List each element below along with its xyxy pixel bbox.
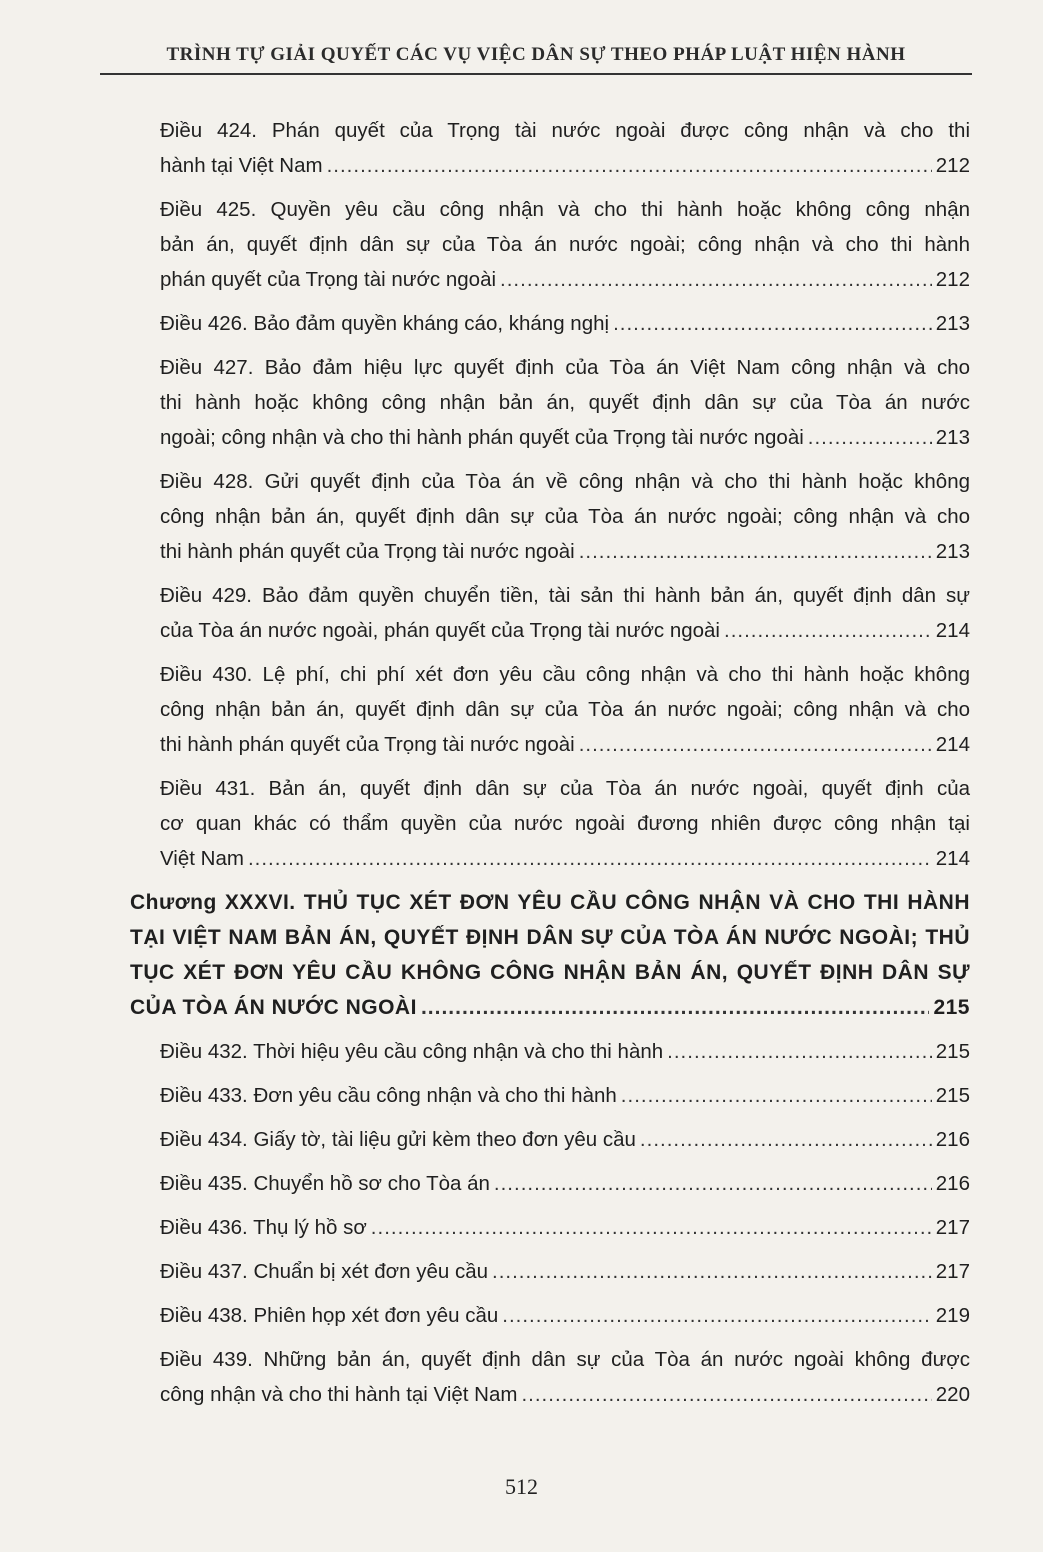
toc-page-ref: 216: [935, 1128, 970, 1151]
toc-article-entry: [130, 1342, 970, 1412]
toc-page-ref: 213: [935, 540, 970, 563]
dot-leader: [421, 990, 930, 1025]
toc-article-entry: [130, 1078, 970, 1113]
toc-article-entry: [130, 464, 970, 569]
running-header: TRÌNH TỰ GIẢI QUYẾT CÁC VỤ VIỆC DÂN SỰ THEO PHÁP LUẬT HIỆN HÀNH: [166, 44, 906, 65]
toc-entry-line: Điều 430. Lệ phí, chi phí xét đơn yêu cầu công nhận và cho thi hành hoặc không: [160, 663, 970, 686]
toc-entry-line: thi hành hoặc không công nhận bản án, quyết định dân sự của Tòa án nước: [160, 391, 970, 414]
toc-page-ref: 219: [935, 1304, 970, 1327]
toc-article-entry: [130, 771, 970, 876]
toc-entry-line: Điều 428. Gửi quyết định của Tòa án về công nhận và cho thi hành hoặc không: [160, 470, 970, 493]
toc-article-entry: [130, 1166, 970, 1201]
toc-entry-text: Điều 432. Thời hiệu yêu cầu công nhận và cho thi hành: [160, 1040, 664, 1063]
toc-page-ref: 217: [935, 1216, 970, 1239]
toc-article-entry: [130, 1122, 970, 1157]
dot-leader: [492, 1254, 932, 1289]
toc-entry-text: phán quyết của Trọng tài nước ngoài: [160, 268, 497, 291]
dot-leader: [327, 148, 932, 183]
toc-page-ref: 213: [935, 312, 970, 335]
toc-entry-line: Điều 424. Phán quyết của Trọng tài nước ngoài được công nhận và cho thi: [160, 119, 970, 142]
toc-entry-line: công nhận bản án, quyết định dân sự của Tòa án nước ngoài; công nhận và cho: [160, 505, 970, 528]
toc-page-ref: 212: [935, 154, 970, 177]
toc-entry-line: TỤC XÉT ĐƠN YÊU CẦU KHÔNG CÔNG NHẬN BẢN ÁN, QUYẾT ĐỊNH DÂN SỰ: [130, 961, 970, 984]
toc-page-ref: 214: [935, 619, 970, 642]
dot-leader: [808, 420, 932, 455]
toc-entry-last-line: [160, 841, 970, 876]
dot-leader: [640, 1122, 932, 1157]
toc-entry-last-line: [160, 1122, 970, 1157]
toc-entry-last-line: [130, 990, 970, 1025]
toc-entry-text: thi hành phán quyết của Trọng tài nước ngoài: [160, 733, 575, 756]
toc-page-ref: 214: [935, 847, 970, 870]
toc-chapter-entry: [130, 885, 970, 1025]
toc-page-ref: 215: [933, 996, 970, 1019]
toc-page-ref: 217: [935, 1260, 970, 1283]
dot-leader: [724, 613, 932, 648]
dot-leader: [500, 262, 932, 297]
toc-entry-text: ngoài; công nhận và cho thi hành phán quyết của Trọng tài nước ngoài: [160, 426, 804, 449]
toc-entry-last-line: [160, 534, 970, 569]
dot-leader: [579, 727, 932, 762]
toc-entry-line: Điều 431. Bản án, quyết định dân sự của Tòa án nước ngoài, quyết định của: [160, 777, 970, 800]
toc-entry-text: thi hành phán quyết của Trọng tài nước ngoài: [160, 540, 575, 563]
toc-page-ref: 216: [935, 1172, 970, 1195]
toc-entry-line: Chương XXXVI. THỦ TỤC XÉT ĐƠN YÊU CẦU CÔNG NHẬN VÀ CHO THI HÀNH: [130, 891, 970, 914]
toc-entry-last-line: [160, 306, 970, 341]
toc-entry-line: Điều 439. Những bản án, quyết định dân sự của Tòa án nước ngoài không được: [160, 1348, 970, 1371]
toc-entry-last-line: [160, 613, 970, 648]
toc-article-entry: [130, 1298, 970, 1333]
toc-entry-line: Điều 429. Bảo đảm quyền chuyển tiền, tài sản thi hành bản án, quyết định dân sự: [160, 584, 970, 607]
toc-entry-last-line: [160, 148, 970, 183]
toc-article-entry: [130, 657, 970, 762]
toc-entry-text: Điều 437. Chuẩn bị xét đơn yêu cầu: [160, 1260, 488, 1283]
toc-entry-last-line: [160, 1254, 970, 1289]
page-number: 512: [505, 1474, 538, 1499]
toc-entry-line: TẠI VIỆT NAM BẢN ÁN, QUYẾT ĐỊNH DÂN SỰ CỦA TÒA ÁN NƯỚC NGOÀI; THỦ: [130, 926, 970, 949]
dot-leader: [579, 534, 932, 569]
toc-entry-line: Điều 427. Bảo đảm hiệu lực quyết định của Tòa án Việt Nam công nhận và cho: [160, 356, 970, 379]
toc-entry-line: cơ quan khác có thẩm quyền của nước ngoài đương nhiên được công nhận tại: [160, 812, 970, 835]
toc-entry-text: Điều 435. Chuyển hồ sơ cho Tòa án: [160, 1172, 490, 1195]
toc-entry-last-line: [160, 727, 970, 762]
toc-entry-text: Điều 434. Giấy tờ, tài liệu gửi kèm theo đơn yêu cầu: [160, 1128, 636, 1151]
toc-entry-last-line: [160, 1166, 970, 1201]
toc-article-entry: [130, 350, 970, 455]
toc-article-entry: [130, 578, 970, 648]
toc-article-entry: [130, 1210, 970, 1245]
toc-entry-last-line: [160, 1034, 970, 1069]
dot-leader: [621, 1078, 932, 1113]
toc-article-entry: [130, 192, 970, 297]
dot-leader: [667, 1034, 932, 1069]
toc-entry-text: của Tòa án nước ngoài, phán quyết của Trọng tài nước ngoài: [160, 619, 720, 642]
toc-page-ref: 215: [935, 1084, 970, 1107]
toc-entry-text: Điều 433. Đơn yêu cầu công nhận và cho thi hành: [160, 1084, 617, 1107]
toc-entry-text: CỦA TÒA ÁN NƯỚC NGOÀI: [130, 996, 417, 1019]
toc-page-ref: 214: [935, 733, 970, 756]
toc-entry-line: bản án, quyết định dân sự của Tòa án nước ngoài; công nhận và cho thi hành: [160, 233, 970, 256]
toc-entry-text: Việt Nam: [160, 847, 244, 870]
toc-entry-text: công nhận và cho thi hành tại Việt Nam: [160, 1383, 518, 1406]
toc-entry-last-line: [160, 1377, 970, 1412]
toc-entry-text: hành tại Việt Nam: [160, 154, 323, 177]
toc-article-entry: [130, 306, 970, 341]
toc-entry-last-line: [160, 262, 970, 297]
toc-entry-last-line: [160, 1298, 970, 1333]
toc-entry-line: công nhận bản án, quyết định dân sự của Tòa án nước ngoài; công nhận và cho: [160, 698, 970, 721]
toc-entry-line: Điều 425. Quyền yêu cầu công nhận và cho thi hành hoặc không công nhận: [160, 198, 970, 221]
toc-article-entry: [130, 1034, 970, 1069]
header-rule: [100, 73, 972, 75]
dot-leader: [371, 1210, 932, 1245]
dot-leader: [502, 1298, 932, 1333]
toc-article-entry: [130, 1254, 970, 1289]
toc-page-ref: 215: [935, 1040, 970, 1063]
toc-entry-last-line: [160, 420, 970, 455]
toc-entry-text: Điều 438. Phiên họp xét đơn yêu cầu: [160, 1304, 499, 1327]
toc-entry-text: Điều 426. Bảo đảm quyền kháng cáo, kháng nghị: [160, 312, 610, 335]
toc-article-entry: [130, 113, 970, 183]
toc-entry-last-line: [160, 1210, 970, 1245]
toc-entry-last-line: [160, 1078, 970, 1113]
dot-leader: [613, 306, 932, 341]
table-of-contents: [130, 113, 970, 1421]
toc-page-ref: 213: [935, 426, 970, 449]
toc-page-ref: 212: [935, 268, 970, 291]
dot-leader: [248, 841, 932, 876]
toc-entry-text: Điều 436. Thụ lý hồ sơ: [160, 1216, 367, 1239]
dot-leader: [521, 1377, 931, 1412]
toc-page-ref: 220: [935, 1383, 970, 1406]
dot-leader: [494, 1166, 932, 1201]
